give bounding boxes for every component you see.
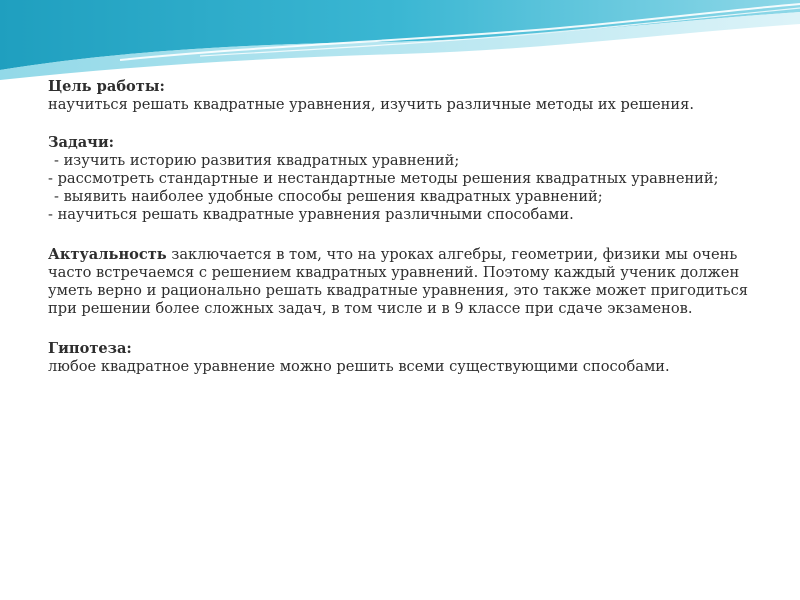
slide-content: [48, 78, 748, 376]
goal-heading: Цель работы:: [48, 78, 165, 95]
hypothesis-heading: Гипотеза:: [48, 340, 132, 357]
task-item: - научиться решать квадратные уравнения различными способами.: [48, 206, 574, 223]
goal-text: научиться решать квадратные уравнения, изучить различные методы их решения.: [48, 96, 694, 113]
task-item: - рассмотреть стандартные и нестандартные методы решения квадратных уравнений;: [48, 170, 719, 187]
relevance-text: заключается в том, что на уроках алгебры, геометрии, физики мы очень часто встречаемся с решением квадратных уравнений. Поэтому каждый ученик должен уметь верно и рационально решать квадратные уравнения, это также может пригодиться при решении более сложных задач, в том числе и в 9 классе при сдаче экзаменов.: [48, 246, 749, 317]
task-item: - выявить наиболее удобные способы решения квадратных уравнений;: [54, 188, 603, 205]
hypothesis-text: любое квадратное уравнение можно решить всеми существующими способами.: [48, 358, 670, 375]
decorative-wave-header: [0, 0, 800, 80]
task-item: - изучить историю развития квадратных уравнений;: [54, 152, 460, 169]
relevance-paragraph: [48, 246, 748, 318]
tasks-heading: Задачи:: [48, 134, 115, 151]
relevance-heading: Актуальность: [48, 246, 167, 263]
